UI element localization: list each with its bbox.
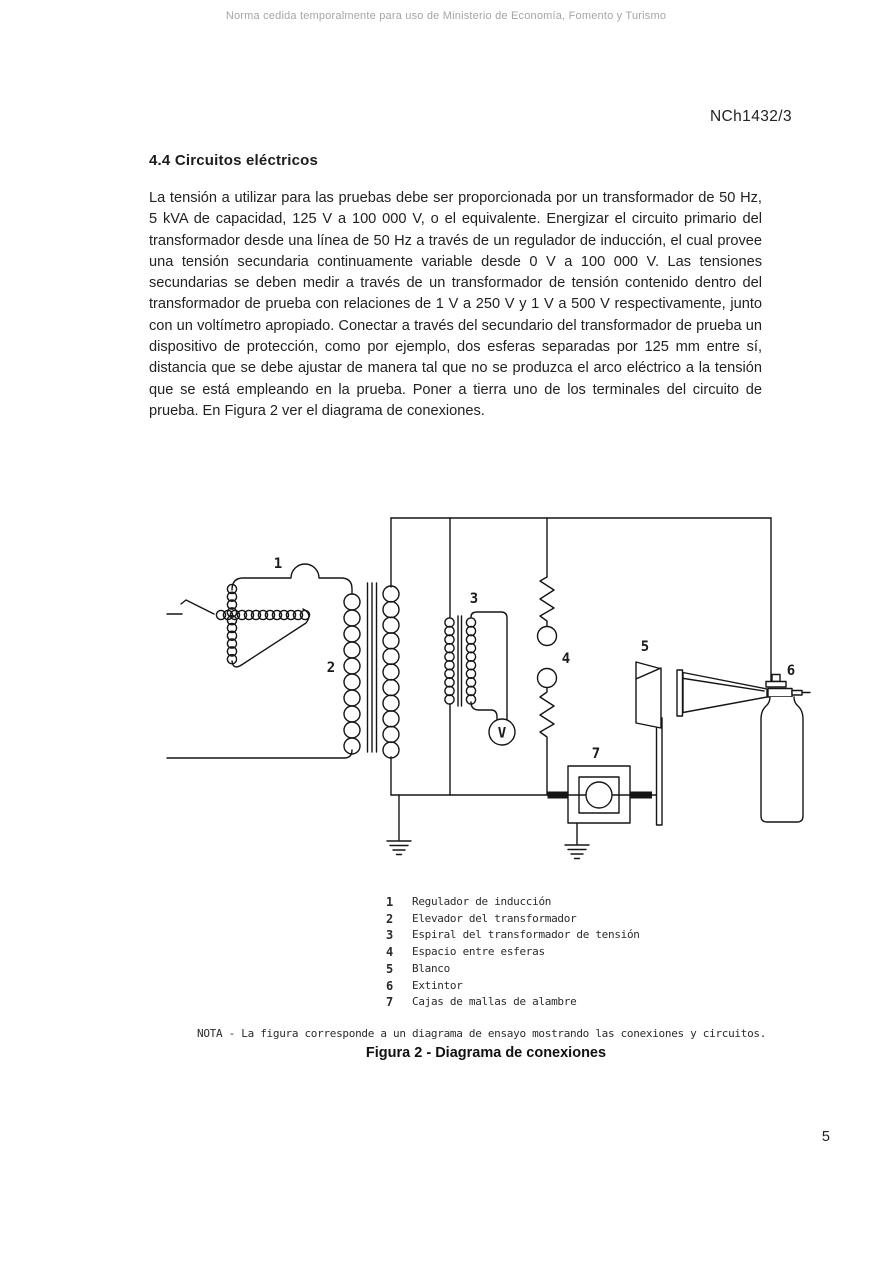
figure-note: NOTA - La figura corresponde a un diagrama de ensayo mostrando las conexiones y circuitos.	[197, 1027, 767, 1040]
legend-number: 1	[386, 895, 394, 909]
legend-number: 5	[386, 961, 394, 976]
section-heading: 4.4 Circuitos eléctricos	[149, 152, 319, 169]
voltage-transformer-symbol	[445, 612, 507, 721]
sphere-gap-symbol	[538, 518, 557, 795]
voltmeter-icon	[489, 719, 515, 745]
legend-number: 3	[386, 928, 394, 943]
legend-label: Espacio entre esferas	[412, 945, 545, 959]
legend-item	[386, 894, 640, 911]
legend-label: Cajas de mallas de alambre	[412, 995, 577, 1009]
legend-item	[386, 944, 640, 961]
figure-caption: Figura 2 - Diagrama de conexiones	[365, 1045, 607, 1061]
legend-item	[386, 911, 640, 928]
wire-mesh-box-symbol	[548, 718, 663, 825]
legend-label: Espiral del transformador de tensión	[412, 928, 640, 942]
legend-number: 4	[386, 945, 394, 960]
figure-legend	[386, 894, 640, 1011]
watermark-text: Norma cedida temporalmente para uso de Ministerio de Economía, Fomento y Turismo	[225, 10, 667, 22]
legend-item	[386, 927, 640, 944]
circuit-figure	[160, 505, 820, 870]
page-number: 5	[821, 1129, 830, 1145]
ground-symbol-mesh-box	[565, 823, 589, 859]
label-7: 7	[591, 746, 601, 762]
label-4: 4	[561, 651, 571, 667]
label-3: 3	[469, 591, 479, 607]
standard-code: NCh1432/3	[709, 108, 792, 125]
legend-label: Elevador del transformador	[412, 911, 577, 925]
legend-item	[386, 994, 640, 1011]
label-6: 6	[786, 663, 796, 679]
ground-symbol-left	[387, 795, 411, 855]
extinguisher-symbol	[677, 670, 810, 822]
step-up-transformer-symbol	[167, 583, 399, 758]
legend-label: Blanco	[412, 961, 450, 975]
legend-item	[386, 961, 640, 978]
induction-regulator-symbol	[167, 564, 352, 667]
label-1: 1	[273, 556, 283, 572]
body-paragraph: La tensión a utilizar para las pruebas debe ser proporcionada por un transformador de 50 Hz, 5 kVA de capacidad, 125 V a 100 000 V, o el equivalente. Energizar el circuito primario del transformador desde una línea de 50 Hz a través de un regulador de inducción, el cual provee una tensión secundaria continuamente variable desde 0 V a 100 000 V. Las tensiones secundarias se deben medir a través de un transformador de tensión contenido dentro del transformador de prueba con relaciones de 1 V a 250 V y 1 V a 500 V respectivamente, junto con un voltímetro apropiado. Conectar a través del secundario del transformador de prueba un dispositivo de protección, como por ejemplo, dos esferas separadas por 125 mm entre sí, distancia que se debe ajustar de manera tal que no se produzca el arco eléctrico a la tensión que se está empleando en la prueba. Poner a tierra uno de los terminales del circuito de prueba. En Figura 2 ver el diagrama de conexiones.	[149, 190, 762, 419]
svg-text:V: V	[497, 725, 507, 742]
legend-label: Extintor	[412, 978, 463, 992]
legend-label: Regulador de inducción	[412, 895, 552, 908]
legend-number: 2	[386, 911, 394, 926]
legend-item	[386, 978, 640, 995]
legend-number: 6	[386, 978, 394, 993]
circuit-wires	[391, 518, 771, 795]
target-symbol	[636, 662, 661, 728]
legend-number: 7	[386, 995, 394, 1010]
label-2: 2	[326, 660, 336, 676]
label-5: 5	[640, 639, 650, 655]
